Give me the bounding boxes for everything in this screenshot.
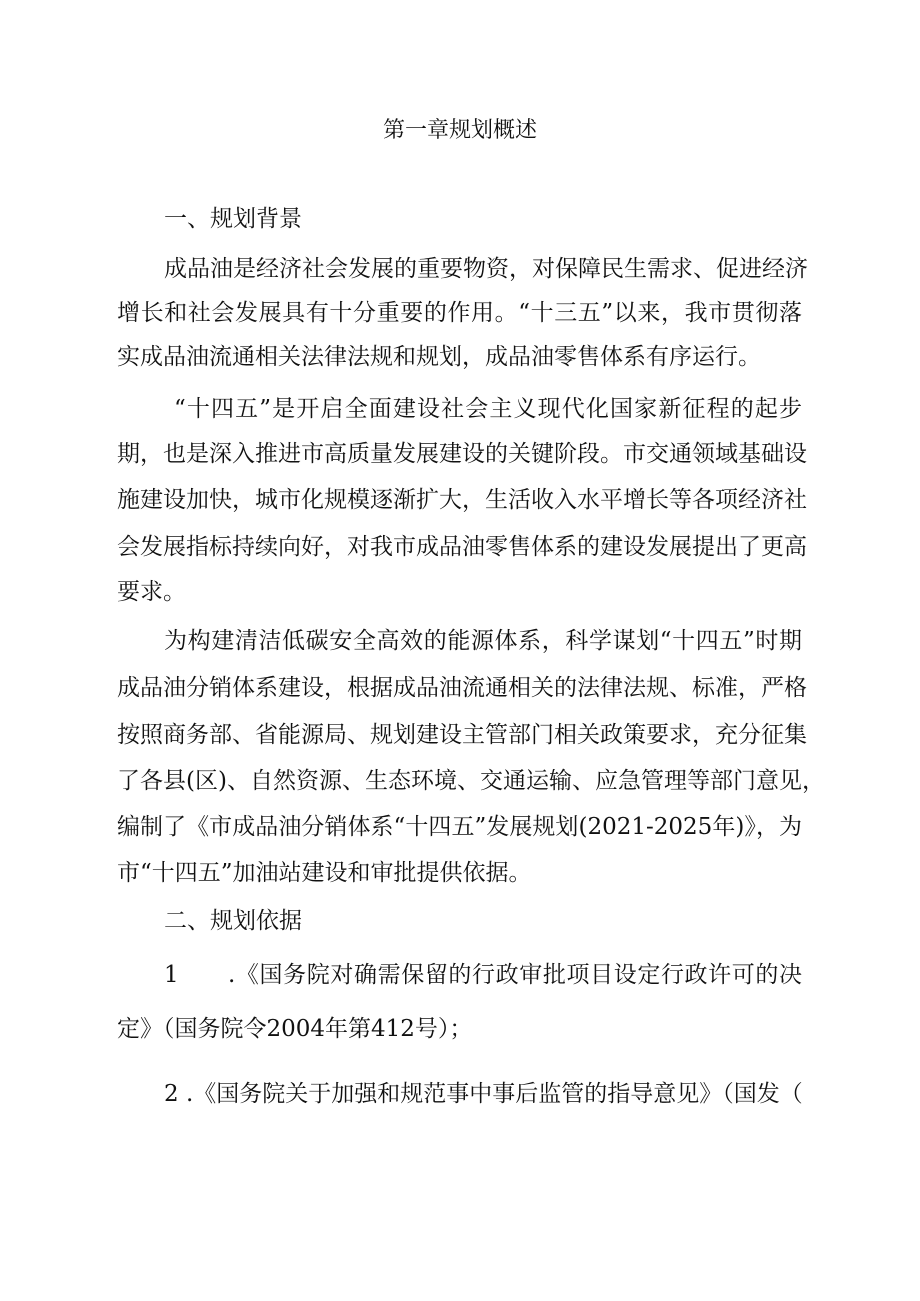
paragraph-line: 为构建清洁低碳安全高效的能源体系，科学谋划“十四五”时期 — [164, 628, 802, 654]
paragraph-line: 成品油是经济社会发展的重要物资，对保障民生需求、促进经济 — [164, 256, 808, 282]
chapter-title: 第一章规划概述 — [382, 118, 537, 143]
paragraph-line: 增长和社会发展具有十分重要的作用。“十三五”以来，我市贯彻落 — [117, 300, 802, 326]
paragraph-line: 成品油分销体系建设，根据成品油流通相关的法律法规、标准，严格 — [117, 675, 807, 701]
paragraph-line: 编制了《市成品油分销体系“十四五”发展规划(2021-2025年)》，为 — [117, 814, 802, 840]
list-item-line: .《国务院对确需保留的行政审批项目设定行政许可的决 — [228, 962, 802, 988]
paragraph-line: “十四五”是开启全面建设社会主义现代化国家新征程的起步 — [174, 396, 802, 422]
paragraph-line: 要求。 — [117, 579, 186, 605]
paragraph-line: 施建设加快，城市化规模逐渐扩大，生活收入水平增长等各项经济社 — [117, 487, 807, 513]
section-heading-background: 一、规划背景 — [164, 206, 302, 232]
paragraph-line: 期，也是深入推进市高质量发展建设的关键阶段。市交通领域基础设 — [117, 441, 807, 467]
section-heading-basis: 二、规划依据 — [164, 908, 302, 934]
paragraph-line: 了各县(区)、自然资源、生态环境、交通运输、应急管理等部门意见， — [117, 768, 825, 794]
paragraph-line: 按照商务部、省能源局、规划建设主管部门相关政策要求，充分征集 — [117, 722, 807, 748]
list-item-line: 2 .《国务院关于加强和规范事中事后监管的指导意见》（国发（ — [164, 1081, 803, 1107]
list-item-line: 定》（国务院令2004年第412号）； — [117, 1016, 473, 1042]
paragraph-line: 市“十四五”加油站建设和审批提供依据。 — [117, 860, 532, 886]
paragraph-line: 实成品油流通相关法律法规和规划，成品油零售体系有序运行。 — [117, 344, 761, 370]
list-item-number: 1 — [164, 962, 179, 988]
paragraph-line: 会发展指标持续向好，对我市成品油零售体系的建设发展提出了更高 — [117, 534, 807, 560]
